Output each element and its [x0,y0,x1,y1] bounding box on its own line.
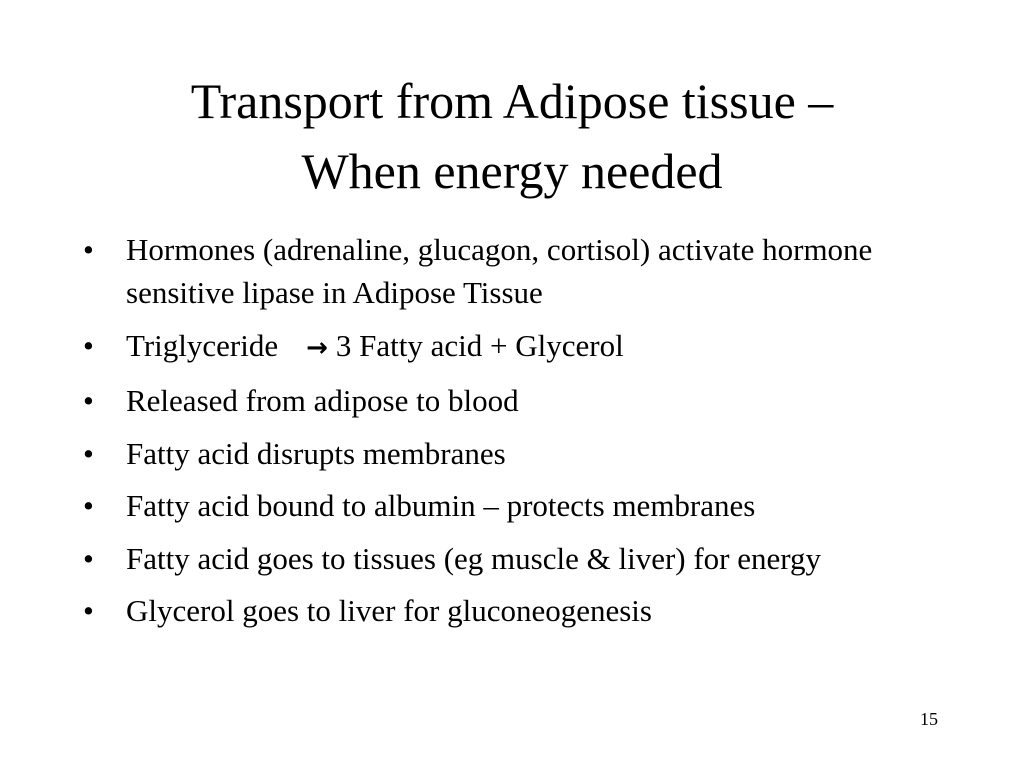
bullet-item [0,228,1024,314]
bullet-item [0,484,1024,527]
bullet-item [0,324,1024,370]
bullet-dot: • [83,435,94,471]
page-number: 15 [920,709,938,729]
title-line-2: When energy needed [301,143,723,199]
bullet-text-after-arrow: 3 Fatty acid + Glycerol [335,327,624,363]
bullet-text-before-arrow: Triglyceride [126,327,279,363]
bullet-dot: • [83,540,94,576]
bullet-item [0,537,1024,580]
slide-title [60,66,964,206]
title-line-1: Transport from Adipose tissue – [190,73,834,129]
bullet-dot: • [83,232,94,267]
bullet-item [0,589,1024,632]
bullet-text: Fatty acid goes to tissues (eg muscle & liver) for energy [126,540,822,576]
bullet-item [0,379,1024,422]
bullet-text: Released from adipose to blood [126,383,519,418]
bullet-dot: • [83,488,94,523]
bullet-text: Fatty acid bound to albumin – protects membranes [126,488,756,523]
bullet-text: Glycerol goes to liver for gluconeogenesis [126,593,652,628]
bullet-list [0,228,1024,642]
bullet-dot: • [83,383,94,418]
bullet-dot: • [83,327,94,363]
bullet-dot: • [83,593,94,628]
bullet-item [0,432,1024,475]
bullet-text: Hormones (adrenaline, glucagon, cortisol) activate hormone sensitive lipase in Adipose Tissue [126,232,873,310]
bullet-text: Fatty acid disrupts membranes [126,435,506,471]
right-arrow-icon: → [306,332,328,363]
